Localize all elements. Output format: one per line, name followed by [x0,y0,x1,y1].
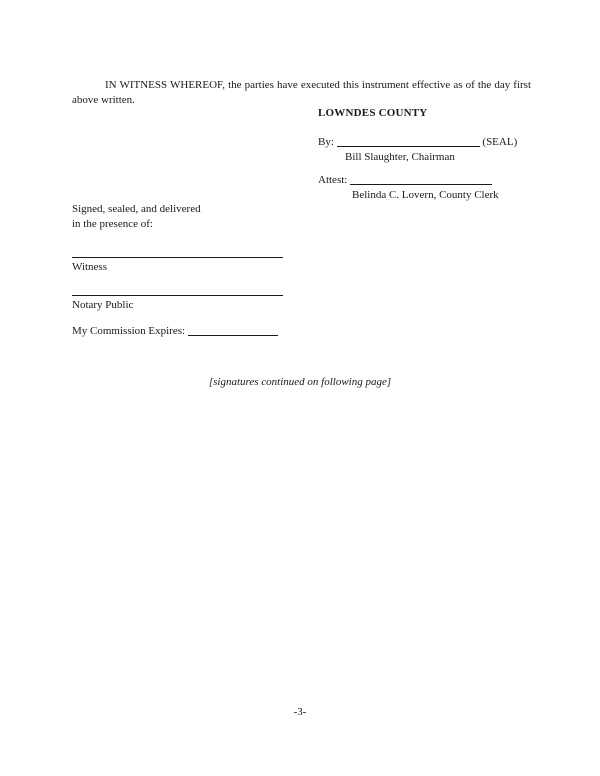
witness-signature-block [72,257,283,275]
presence-line-2: in the presence of: [72,218,153,230]
notary-label: Notary Public [72,299,134,311]
attest-signature-line [350,174,492,185]
by-signature-row [318,135,517,150]
by-label: By: [318,136,334,148]
witness-whereof-paragraph: IN WITNESS WHEREOF, the parties have executed this instrument effective as of the day first above written. [72,79,531,106]
attest-signer-name: Belinda C. Lovern, County Clerk [352,189,499,201]
presence-statement [72,202,201,232]
presence-line-1: Signed, sealed, and delivered [72,203,201,215]
commission-date-line [188,325,278,336]
by-signer-name: Bill Slaughter, Chairman [345,151,455,163]
commission-expires-row [72,324,278,339]
attest-label: Attest: [318,174,348,186]
witness-signature-line [72,257,283,258]
commission-label: My Commission Expires: [72,325,186,337]
witness-label: Witness [72,261,107,273]
page-number: -3- [293,706,307,718]
by-signature-line [337,136,480,147]
county-heading: LOWNDES COUNTY [318,107,428,119]
attest-signature-row [318,173,492,188]
notary-signature-block [72,295,283,313]
seal-label: (SEAL) [482,136,518,148]
notary-signature-line [72,295,283,296]
continuation-note: [signatures continued on following page] [208,376,392,388]
